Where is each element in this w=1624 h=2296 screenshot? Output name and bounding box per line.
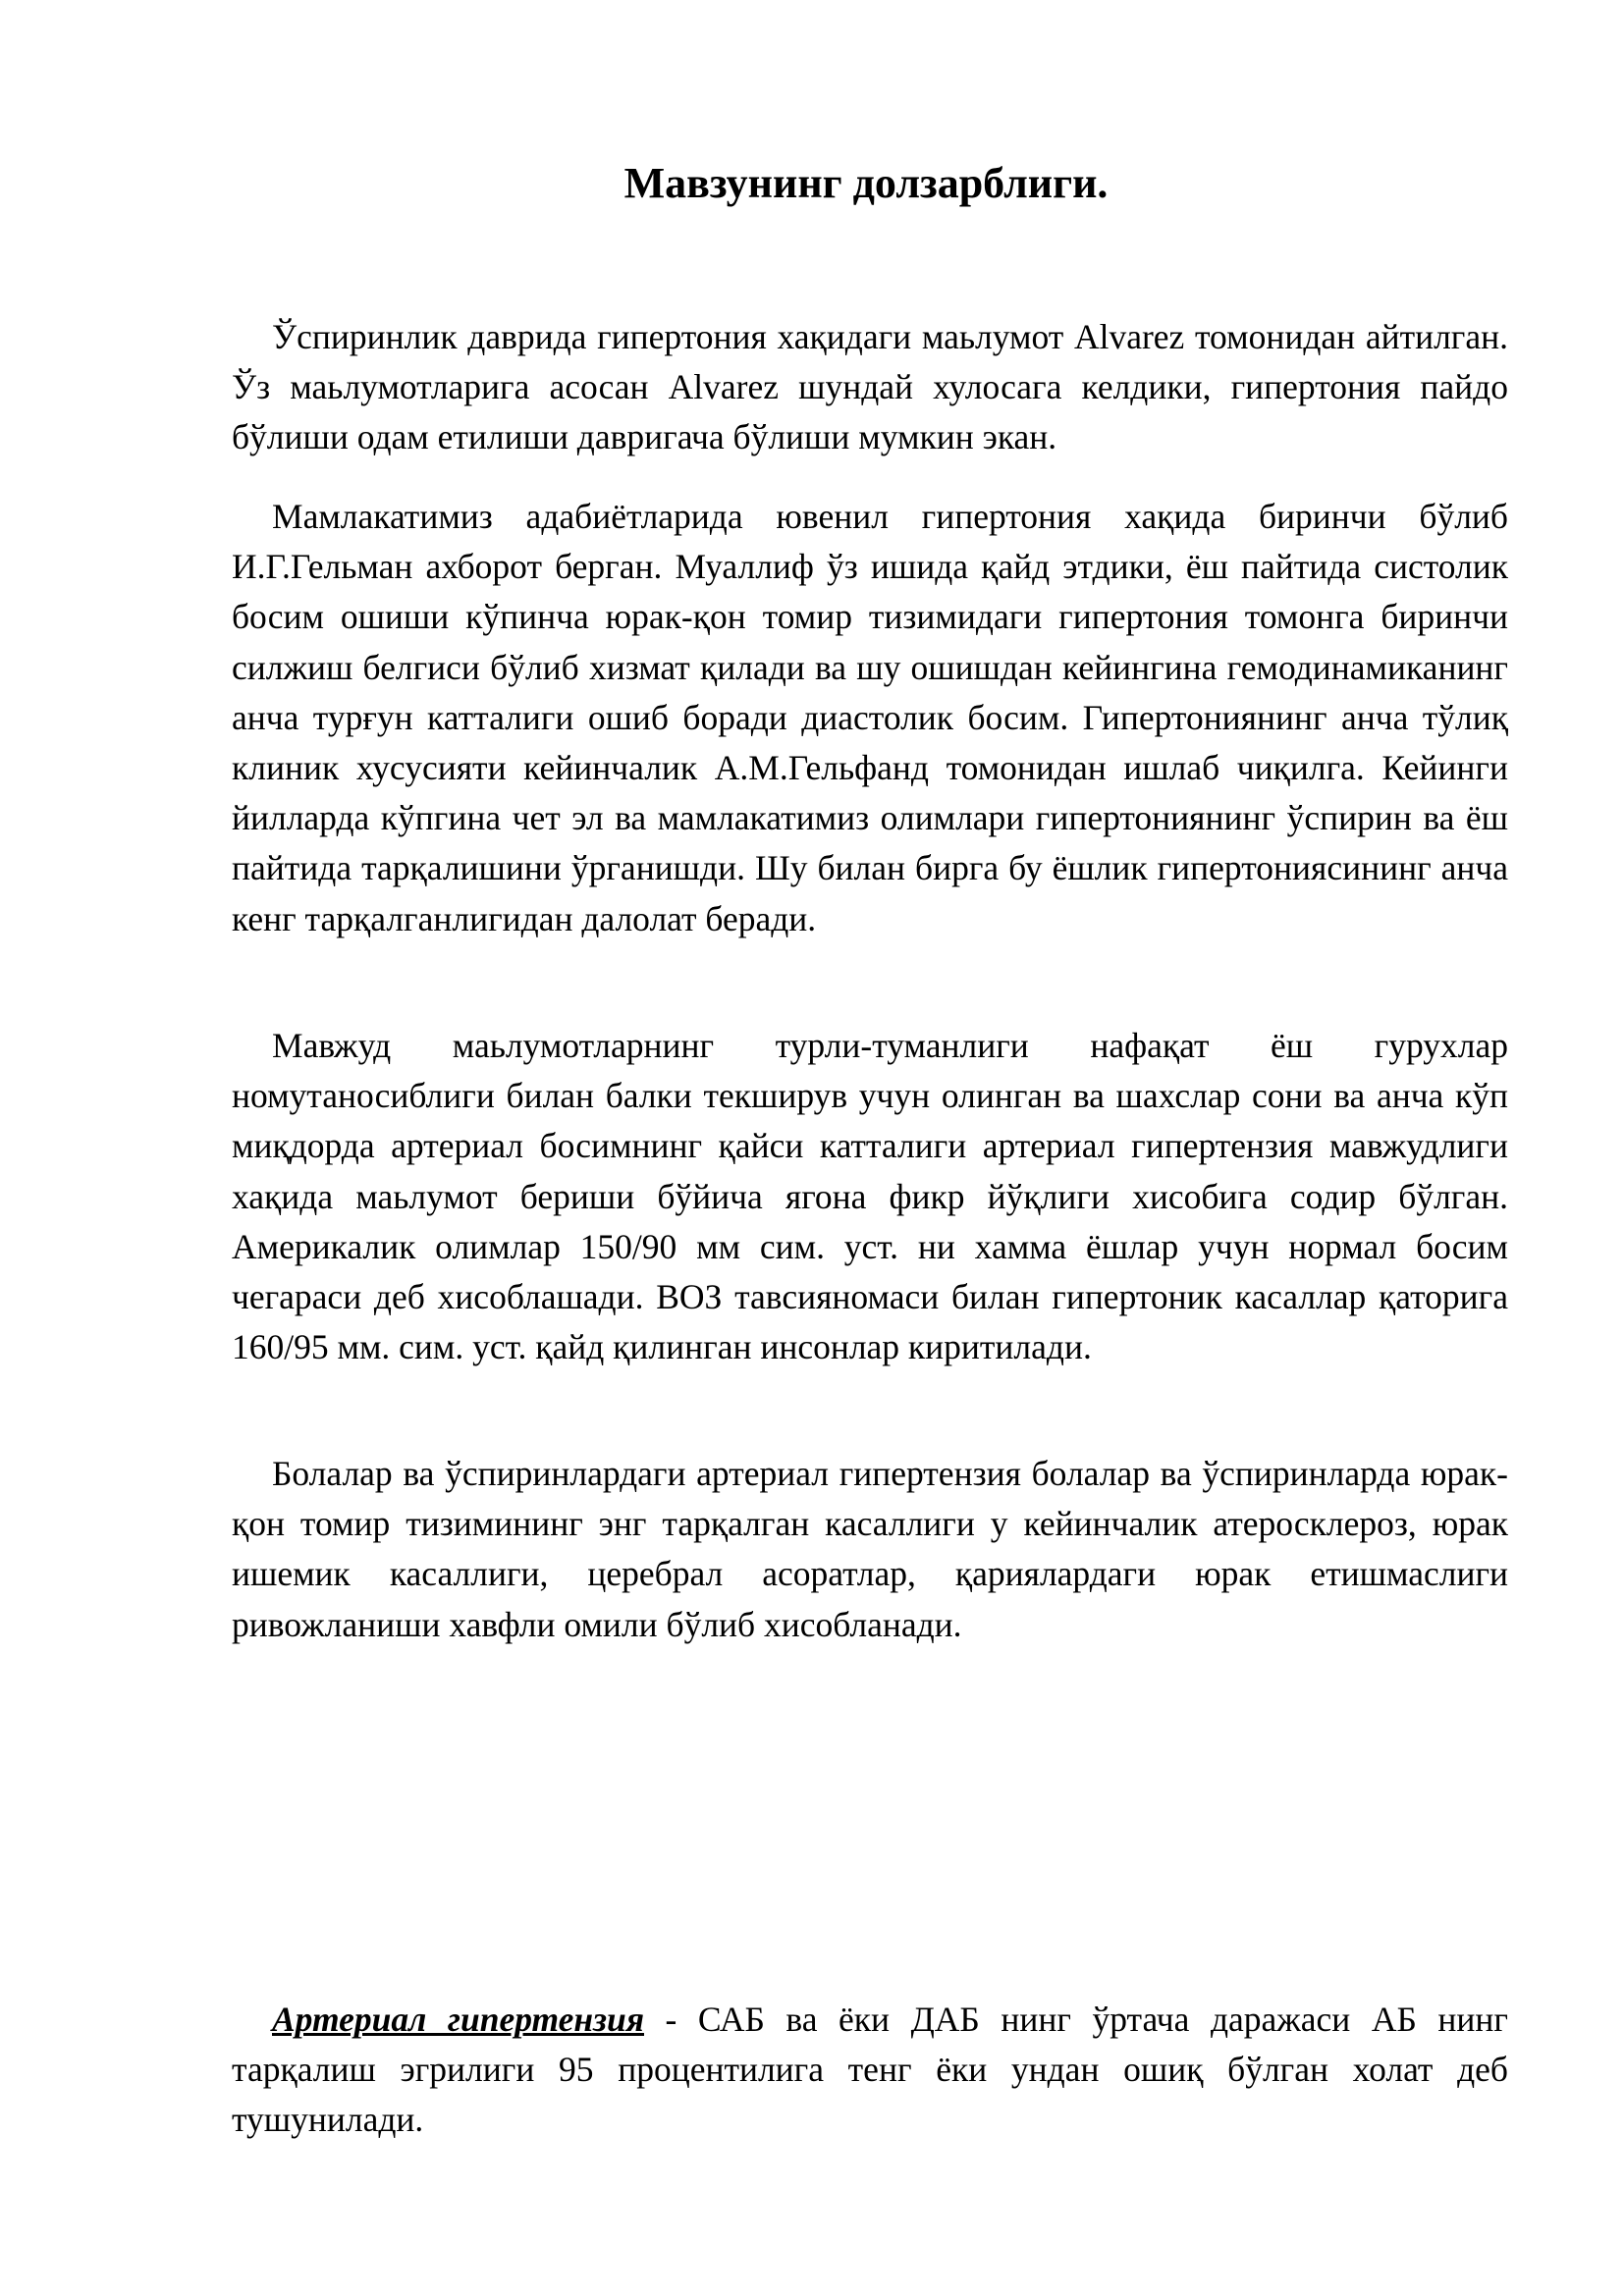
paragraph-2: Мамлакатимиз адабиётларида ювенил гипертония хақида биринчи бўлиб И.Г.Гельман ахборот берган. Муаллиф ўз ишида қайд этдики, ёш пайтида систолик босим ошиши кўпинча юрак-қон томир тизимидаги гипертония томонга биринчи силжиш белгиси бўлиб хизмат қилади ва шу ошишдан кейингина гемодинамиканинг анча турғун катталиги ошиб боради диастолик босим. Гипертониянинг анча тўлиқ клиник хусусияти кейинчалик А.М.Гельфанд томонидан ишлаб чиқилга. Кейинги йилларда кўпгина чет эл ва мамлакатимиз олимлари гипертониянинг ўспирин ва ёш пайтида тарқалишини ўрганишди. Шу билан бирга бу ёшлик гипертониясининг анча кенг тарқалганлигидан далолат беради. <box>232 497 1508 938</box>
paragraph-1: Ўспиринлик даврида гипертония хақидаги маьлумот Alvarez томонидан айтилган. Ўз маьлумотларига асосан Alvarez шундай хулосага келдики, гипертония пайдо бўлиши одам етилиши давригача бўлиши мумкин экан. <box>232 317 1508 457</box>
paragraph-3: Мавжуд маьлумотларнинг турли-туманлиги нафақат ёш гурухлар номутаносиблиги билан балки текширув учун олинган ва шахслар сони ва анча кўп миқдорда артериал босимнинг қайси катталиги артериал гипертензия мавжудлиги хақида маьлумот бериши бўйича ягона фикр йўқлиги хисобига содир бўлган. Америкалик олимлар 150/90 мм сим. уст. ни хамма ёшлар учун нормал босим чегараси деб хисоблашади. ВОЗ тавсияномаси билан гипертоник касаллар қаторига 160/95 мм. сим. уст. қайд қилинган инсонлар киритилади. <box>232 1026 1508 1367</box>
definition-term: Артериал гипертензия <box>272 2000 644 2039</box>
page-title: Мавзунинг долзарблиги. <box>623 159 1109 207</box>
paragraph-4: Болалар ва ўспиринлардаги артериал гипертензия болалар ва ўспиринларда юрак-қон томир тизимининг энг тарқалган касаллиги у кейинчалик атеросклероз, юрак ишемик касаллиги, церебрал асоратлар, қариялардаги юрак етишмаслиги ривожланиши хавфли омили бўлиб хисобланади. <box>232 1454 1508 1644</box>
definition-paragraph <box>232 1995 1508 2146</box>
definition-text: - САБ ва ёки ДАБ нинг ўртача даражаси АБ нинг тарқалиш эгрилиги 95 процентилига тенг ёки ундан ошиқ бўлган холат деб тушунилади. <box>232 2000 1508 2140</box>
